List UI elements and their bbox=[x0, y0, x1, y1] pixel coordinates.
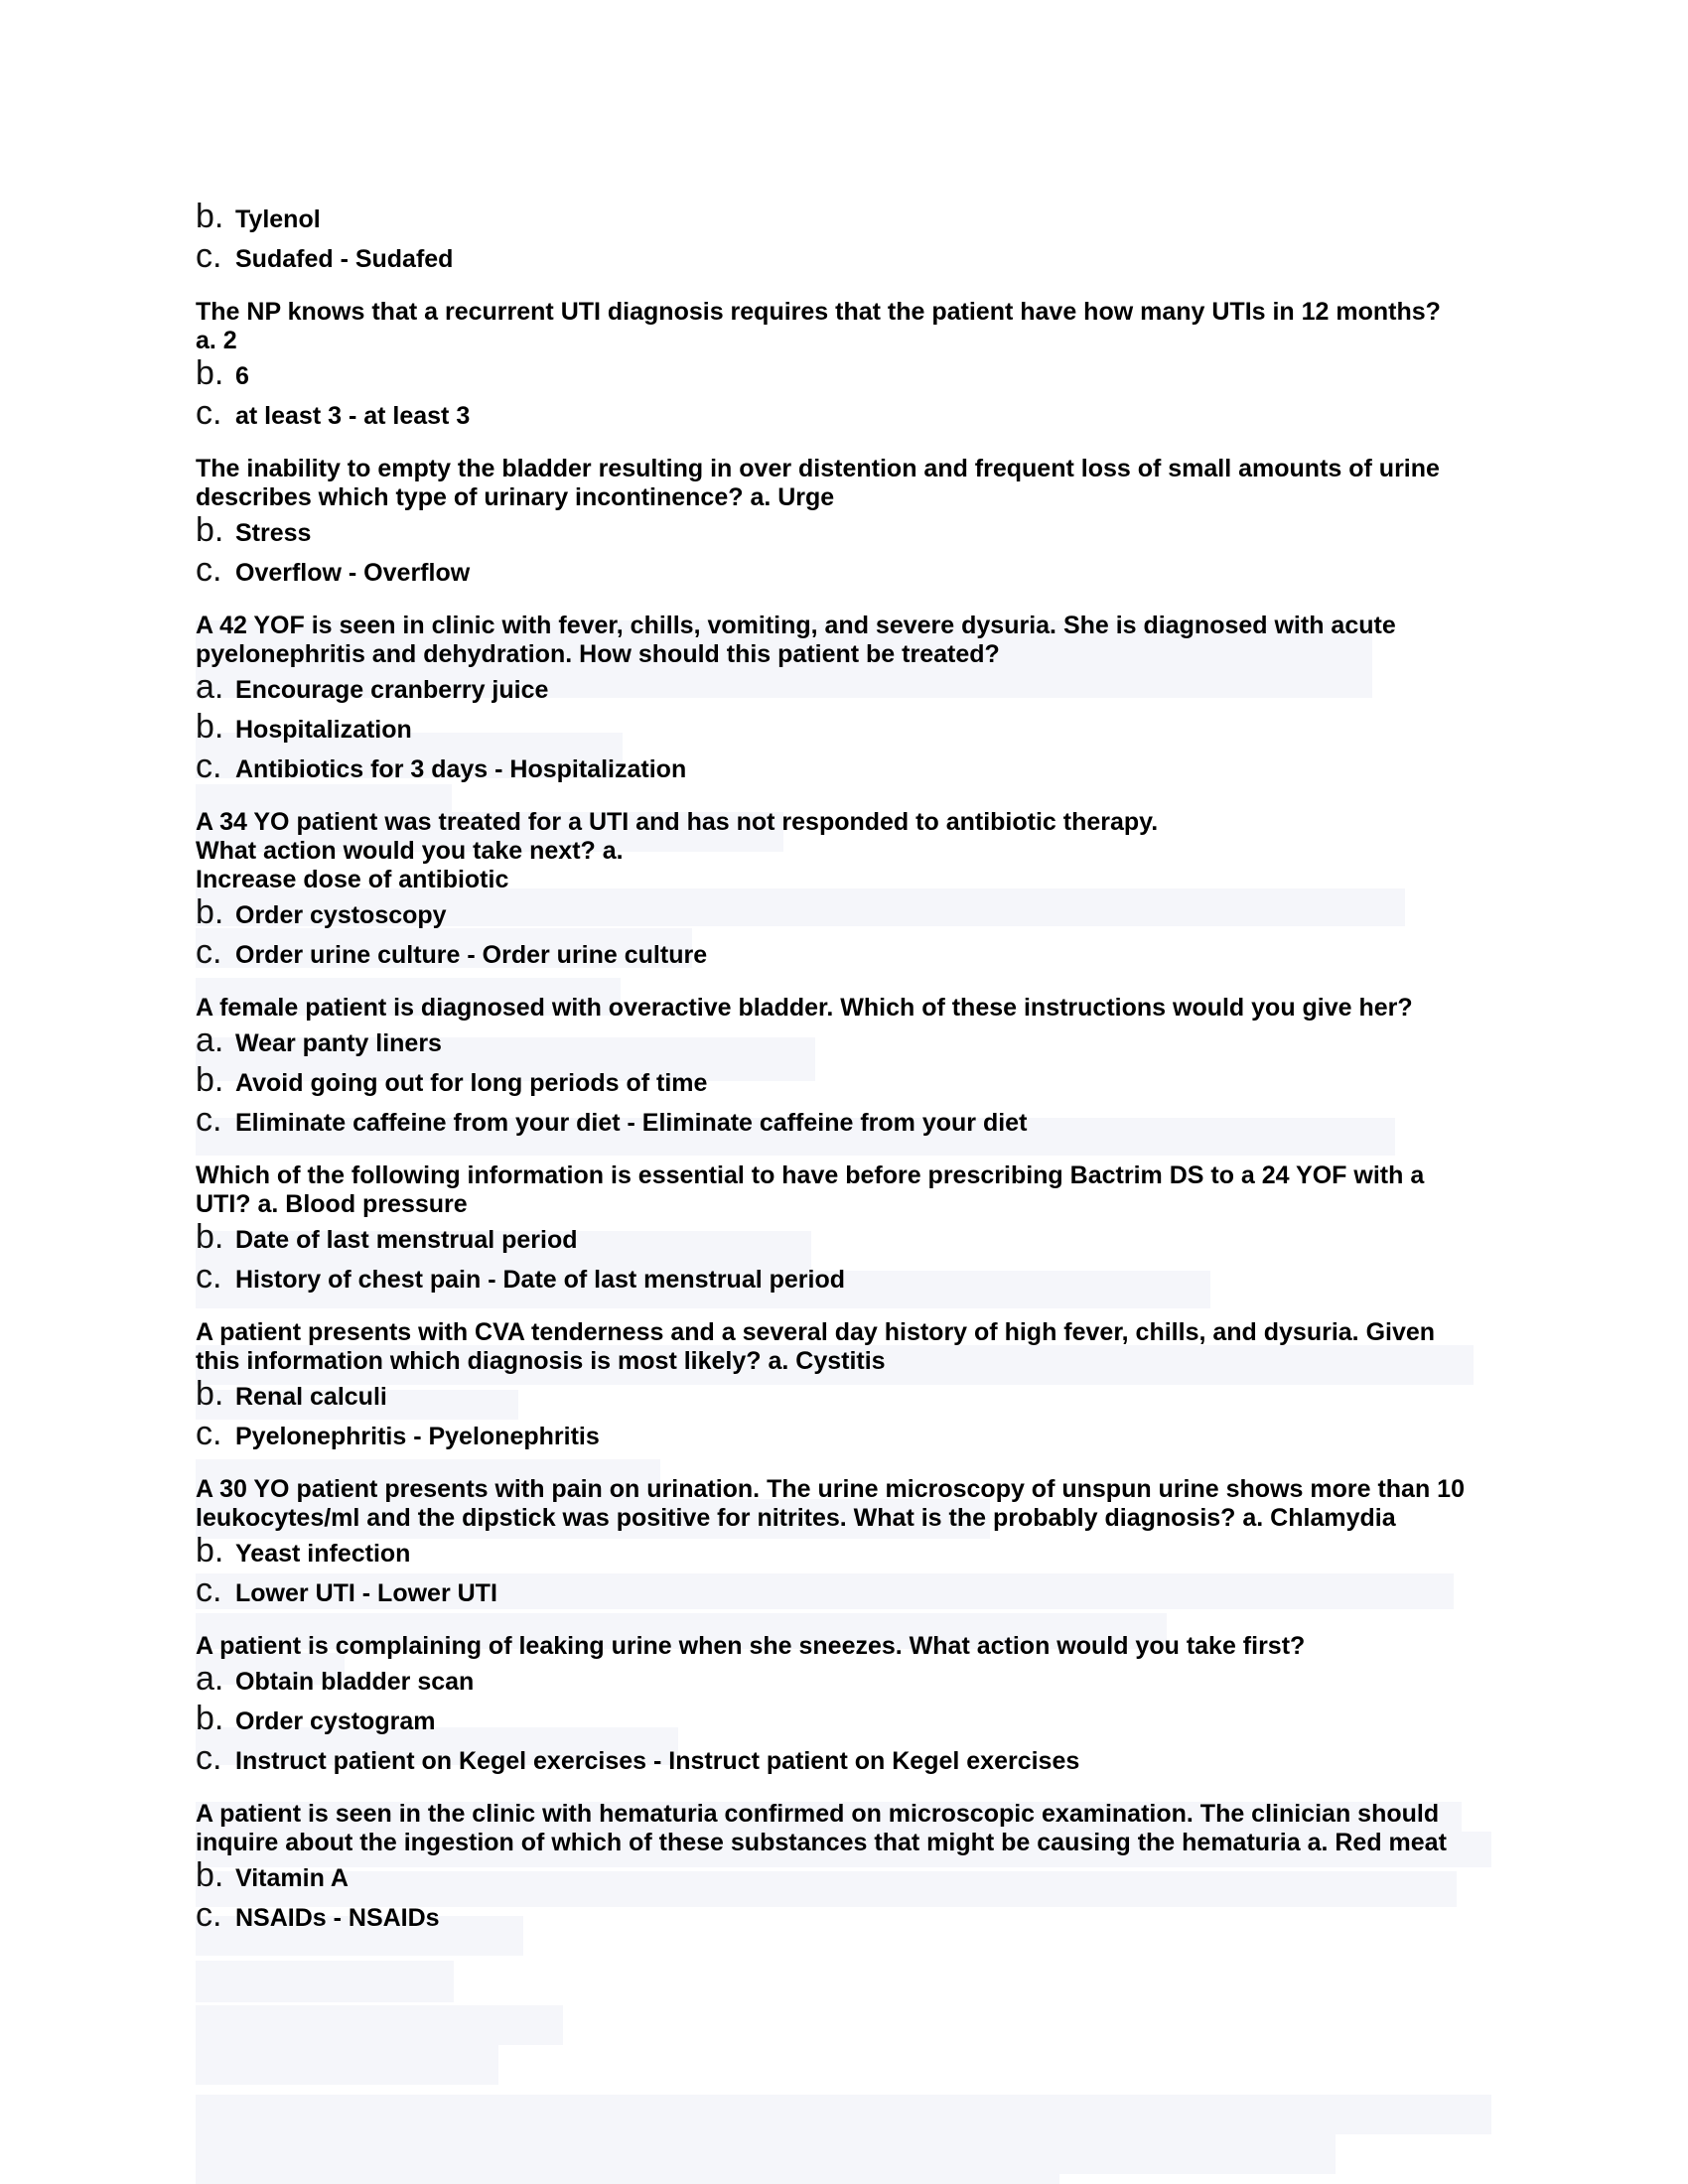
option-text: Avoid going out for long periods of time bbox=[235, 1069, 708, 1097]
option-text: 6 bbox=[235, 362, 249, 390]
option-row bbox=[196, 355, 1486, 395]
question-text bbox=[196, 808, 1486, 894]
question-text bbox=[196, 1161, 1486, 1219]
option-letter: b. bbox=[196, 1375, 224, 1413]
option-row bbox=[196, 1857, 1486, 1897]
option-row bbox=[196, 1416, 1486, 1455]
option-text: Sudafed - Sudafed bbox=[235, 245, 454, 273]
shade-box bbox=[196, 2045, 498, 2085]
option-text: Overflow - Overflow bbox=[235, 559, 471, 587]
question-line: A 34 YO patient was treated for a UTI and has not responded to antibiotic therapy. bbox=[196, 808, 1159, 836]
option-text: Tylenol bbox=[235, 205, 321, 233]
option-text: Wear panty liners bbox=[235, 1029, 442, 1057]
option-letter: b. bbox=[196, 708, 224, 746]
option-row bbox=[196, 1062, 1486, 1102]
option-row bbox=[196, 894, 1486, 934]
option-letter: b. bbox=[196, 511, 224, 549]
question-block bbox=[196, 1475, 1486, 1612]
option-row bbox=[196, 199, 1486, 238]
option-letter: c. bbox=[196, 1415, 222, 1452]
option-text: Hospitalization bbox=[235, 716, 412, 744]
option-letter: c. bbox=[196, 551, 222, 589]
option-text: History of chest pain - Date of last menstrual period bbox=[235, 1266, 846, 1294]
question-line: Increase dose of antibiotic bbox=[196, 866, 509, 893]
question-line: The NP knows that a recurrent UTI diagnosis requires that the patient have how many UTIs in 12 months? bbox=[196, 298, 1441, 326]
option-text: Pyelonephritis - Pyelonephritis bbox=[235, 1423, 600, 1450]
option-letter: c. bbox=[196, 237, 222, 275]
question-line: leukocytes/ml and the dipstick was positive for nitrites. What is the probably diagnosis? a. Chlamydia bbox=[196, 1504, 1396, 1532]
option-row bbox=[196, 1219, 1486, 1259]
option-letter: b. bbox=[196, 893, 224, 931]
option-letter: b. bbox=[196, 198, 224, 235]
option-row bbox=[196, 1102, 1486, 1142]
option-text: Order urine culture - Order urine culture bbox=[235, 941, 708, 969]
option-row bbox=[196, 1376, 1486, 1416]
option-text: Yeast infection bbox=[235, 1540, 411, 1568]
question-text bbox=[196, 1318, 1486, 1376]
question-block bbox=[196, 1318, 1486, 1455]
question-text bbox=[196, 455, 1486, 512]
question-text bbox=[196, 298, 1486, 355]
question-text bbox=[196, 994, 1486, 1023]
option-letter: c. bbox=[196, 1101, 222, 1139]
document-body bbox=[196, 199, 1486, 1957]
option-letter: b. bbox=[196, 354, 224, 392]
option-letter: c. bbox=[196, 1739, 222, 1777]
question-text bbox=[196, 1800, 1486, 1857]
option-text: Instruct patient on Kegel exercises - Instruct patient on Kegel exercises bbox=[235, 1747, 1080, 1775]
question-text bbox=[196, 1475, 1486, 1533]
shade-box bbox=[196, 2134, 1336, 2174]
question-block bbox=[196, 1800, 1486, 1937]
option-row bbox=[196, 1661, 1486, 1701]
option-letter: b. bbox=[196, 1532, 224, 1570]
option-row bbox=[196, 1740, 1486, 1780]
option-text: Vitamin A bbox=[235, 1864, 349, 1892]
carryover-options bbox=[196, 199, 1486, 278]
option-letter: b. bbox=[196, 1061, 224, 1099]
shade-box bbox=[196, 1961, 454, 2002]
option-letter: a. bbox=[196, 1660, 224, 1698]
question-line: A female patient is diagnosed with overactive bladder. Which of these instructions would you give her? bbox=[196, 994, 1413, 1022]
option-row bbox=[196, 1701, 1486, 1740]
option-text: Lower UTI - Lower UTI bbox=[235, 1579, 497, 1607]
question-line: A patient is complaining of leaking urine when she sneezes. What action would you take first? bbox=[196, 1632, 1306, 1660]
option-text: Encourage cranberry juice bbox=[235, 676, 549, 704]
question-block bbox=[196, 808, 1486, 974]
option-letter: a. bbox=[196, 668, 224, 706]
option-text: Renal calculi bbox=[235, 1383, 387, 1411]
shade-box bbox=[196, 2005, 563, 2045]
option-row bbox=[196, 1259, 1486, 1298]
option-row bbox=[196, 749, 1486, 788]
question-line: A 42 YOF is seen in clinic with fever, chills, vomiting, and severe dysuria. She is diagnosed with acute bbox=[196, 612, 1396, 639]
option-letter: c. bbox=[196, 1896, 222, 1934]
question-line: this information which diagnosis is most likely? a. Cystitis bbox=[196, 1347, 886, 1375]
option-row bbox=[196, 1533, 1486, 1572]
option-text: Eliminate caffeine from your diet - Eliminate caffeine from your diet bbox=[235, 1109, 1028, 1137]
option-row bbox=[196, 395, 1486, 435]
option-letter: c. bbox=[196, 1258, 222, 1296]
question-line: What action would you take next? a. bbox=[196, 837, 624, 865]
option-text: NSAIDs - NSAIDs bbox=[235, 1904, 440, 1932]
question-line: A 30 YO patient presents with pain on urination. The urine microscopy of unspun urine shows more than 10 bbox=[196, 1475, 1465, 1503]
question-text bbox=[196, 1632, 1486, 1661]
question-block bbox=[196, 298, 1486, 435]
question-text bbox=[196, 612, 1486, 669]
question-line: The inability to empty the bladder resulting in over distention and frequent loss of small amounts of urine bbox=[196, 455, 1440, 482]
question-line: inquire about the ingestion of which of these substances that might be causing the hematuria a. Red meat bbox=[196, 1829, 1447, 1856]
option-text: Antibiotics for 3 days - Hospitalization bbox=[235, 755, 687, 783]
option-row bbox=[196, 1572, 1486, 1612]
option-row bbox=[196, 1023, 1486, 1062]
option-text: Stress bbox=[235, 519, 312, 547]
shade-box bbox=[196, 2095, 1491, 2134]
option-letter: a. bbox=[196, 1022, 224, 1059]
option-row bbox=[196, 934, 1486, 974]
option-row bbox=[196, 1897, 1486, 1937]
option-row bbox=[196, 669, 1486, 709]
option-text: Order cystogram bbox=[235, 1707, 436, 1735]
option-letter: b. bbox=[196, 1700, 224, 1737]
question-line: A patient presents with CVA tenderness and a several day history of high fever, chills, and dysuria. Given bbox=[196, 1318, 1436, 1346]
option-row bbox=[196, 552, 1486, 592]
option-text: Date of last menstrual period bbox=[235, 1226, 578, 1254]
option-row bbox=[196, 238, 1486, 278]
question-block bbox=[196, 994, 1486, 1142]
question-line: A patient is seen in the clinic with hematuria confirmed on microscopic examination. The clinician should bbox=[196, 1800, 1440, 1828]
question-line: pyelonephritis and dehydration. How should this patient be treated? bbox=[196, 640, 1000, 668]
option-text: at least 3 - at least 3 bbox=[235, 402, 471, 430]
option-letter: b. bbox=[196, 1218, 224, 1256]
question-line: UTI? a. Blood pressure bbox=[196, 1190, 468, 1218]
option-letter: b. bbox=[196, 1856, 224, 1894]
option-letter: c. bbox=[196, 748, 222, 785]
option-text: Order cystoscopy bbox=[235, 901, 447, 929]
question-block bbox=[196, 1632, 1486, 1780]
question-block bbox=[196, 455, 1486, 592]
option-letter: c. bbox=[196, 933, 222, 971]
question-block bbox=[196, 612, 1486, 788]
option-text: Obtain bladder scan bbox=[235, 1668, 475, 1696]
shade-box bbox=[196, 2169, 1059, 2184]
question-block bbox=[196, 1161, 1486, 1298]
option-letter: c. bbox=[196, 1571, 222, 1609]
question-line: Which of the following information is essential to have before prescribing Bactrim DS to a 24 YOF with a bbox=[196, 1161, 1425, 1189]
question-line: a. 2 bbox=[196, 327, 237, 354]
question-line: describes which type of urinary incontinence? a. Urge bbox=[196, 483, 835, 511]
option-letter: c. bbox=[196, 394, 222, 432]
option-row bbox=[196, 709, 1486, 749]
option-row bbox=[196, 512, 1486, 552]
